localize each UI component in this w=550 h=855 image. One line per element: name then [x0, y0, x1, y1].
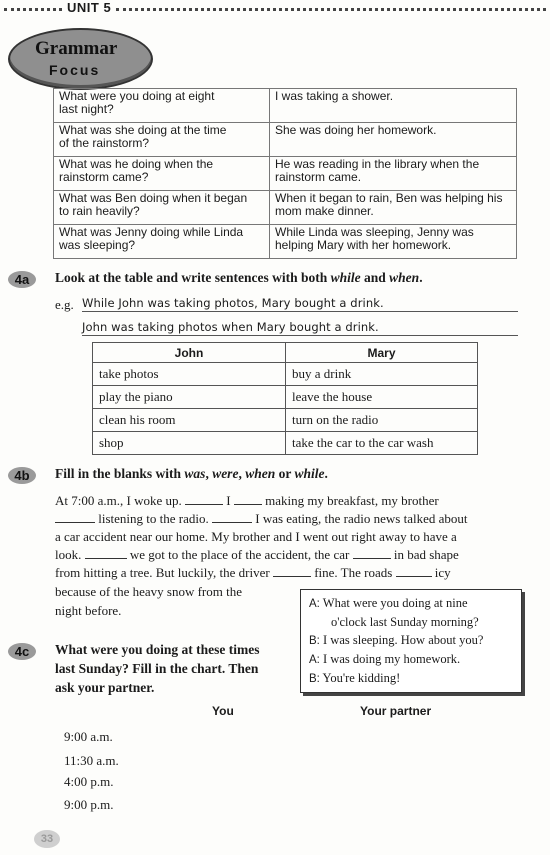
blank-input[interactable] [212, 511, 252, 523]
paragraph-line: listening to the radio. I was eating, the radio news talked about [55, 510, 468, 529]
grammar-question: What was he doing when the rainstorm came? [54, 157, 270, 191]
dialog-line: B: I was sleeping. How about you? [309, 633, 484, 647]
dialog-line: o'clock last Sunday morning? [331, 615, 479, 629]
page-number: 33 [34, 830, 60, 848]
table-row [93, 432, 478, 455]
section-4c-instruction: What were you doing at these times last Sunday? Fill in the chart. Then ask your partner. [55, 642, 260, 695]
time-label: 4:00 p.m. [64, 774, 114, 789]
john-cell: take photos [93, 363, 286, 386]
grammar-row [54, 157, 517, 191]
paragraph-line: from hitting a tree. But luckily, the driver fine. The roads icy [55, 565, 451, 580]
paragraph-line: night before. [55, 603, 122, 618]
grammar-question: What was she doing at the time of the rainstorm? [54, 123, 270, 157]
john-cell: shop [93, 432, 286, 455]
mary-cell: leave the house [286, 386, 478, 409]
time-label: 9:00 a.m. [64, 729, 113, 744]
grammar-answer: She was doing her homework. [270, 123, 517, 157]
blank-input[interactable] [396, 565, 432, 577]
grammar-answer: When it began to rain, Ben was helping his mom make dinner. [270, 191, 517, 225]
time-label: 9:00 p.m. [64, 797, 114, 812]
grammar-question: What was Ben doing when it began to rain heavily? [54, 191, 270, 225]
paragraph-line: look. we got to the place of the accident, the car in bad shape [55, 547, 459, 562]
blank-input[interactable] [185, 493, 223, 505]
mary-cell: buy a drink [286, 363, 478, 386]
john-cell: clean his room [93, 409, 286, 432]
time-label: 11:30 a.m. [64, 753, 119, 768]
dialog-box [300, 589, 522, 693]
unit-header [0, 0, 550, 18]
grammar-row [54, 225, 517, 259]
grammar-answer: I was taking a shower. [270, 89, 517, 123]
section-4b-instruction: Fill in the blanks with was, were, when or while. [55, 466, 328, 481]
table-row [93, 363, 478, 386]
john-cell: play the piano [93, 386, 286, 409]
grammar-question: What was Jenny doing while Linda was sleeping? [54, 225, 270, 259]
section-4b-badge: 4b [8, 467, 36, 484]
grammar-question: What were you doing at eight last night? [54, 89, 270, 123]
eg-label: e.g. [55, 297, 74, 312]
chart-column-you: You [212, 704, 234, 718]
dialog-line: A: What were you doing at nine [309, 596, 468, 610]
dialog-line: A: I was doing my homework. [309, 652, 461, 666]
header-dots-right [116, 8, 546, 11]
paragraph-line: because of the heavy snow from the [55, 584, 242, 599]
blank-input[interactable] [234, 493, 262, 505]
header-dots-left [4, 8, 62, 11]
dialog-line: B: You're kidding! [309, 671, 401, 685]
blank-input[interactable] [55, 511, 95, 523]
table-row [93, 409, 478, 432]
blank-input[interactable] [85, 547, 127, 559]
example-sentence-2: John was taking photos when Mary bought a drink. [82, 320, 518, 336]
col-header-mary: Mary [286, 343, 478, 363]
grammar-row [54, 89, 517, 123]
mary-cell: turn on the radio [286, 409, 478, 432]
grammar-focus-subtitle: Focus [49, 62, 101, 78]
blank-input[interactable] [273, 565, 311, 577]
chart-column-partner: Your partner [360, 704, 432, 718]
john-mary-table [92, 342, 478, 455]
unit-title: UNIT 5 [67, 0, 112, 15]
grammar-row [54, 191, 517, 225]
table-row [93, 386, 478, 409]
paragraph-line: At 7:00 a.m., I woke up. I making my breakfast, my brother [55, 493, 439, 508]
grammar-focus-title: Grammar [35, 38, 118, 59]
section-4c-badge: 4c [8, 643, 36, 660]
example-sentence-1: While John was taking photos, Mary bought a drink. [82, 296, 518, 312]
grammar-row [54, 123, 517, 157]
section-4a-instruction: Look at the table and write sentences with both while and when. [55, 270, 423, 285]
grammar-answer: While Linda was sleeping, Jenny was helping Mary with her homework. [270, 225, 517, 259]
mary-cell: take the car to the car wash [286, 432, 478, 455]
grammar-table [53, 88, 517, 259]
col-header-john: John [93, 343, 286, 363]
paragraph-line: a car accident near our home. My brother and I went out right away to have a [55, 529, 457, 544]
blank-input[interactable] [353, 547, 391, 559]
section-4a-badge: 4a [8, 271, 36, 288]
grammar-answer: He was reading in the library when the rainstorm came. [270, 157, 517, 191]
